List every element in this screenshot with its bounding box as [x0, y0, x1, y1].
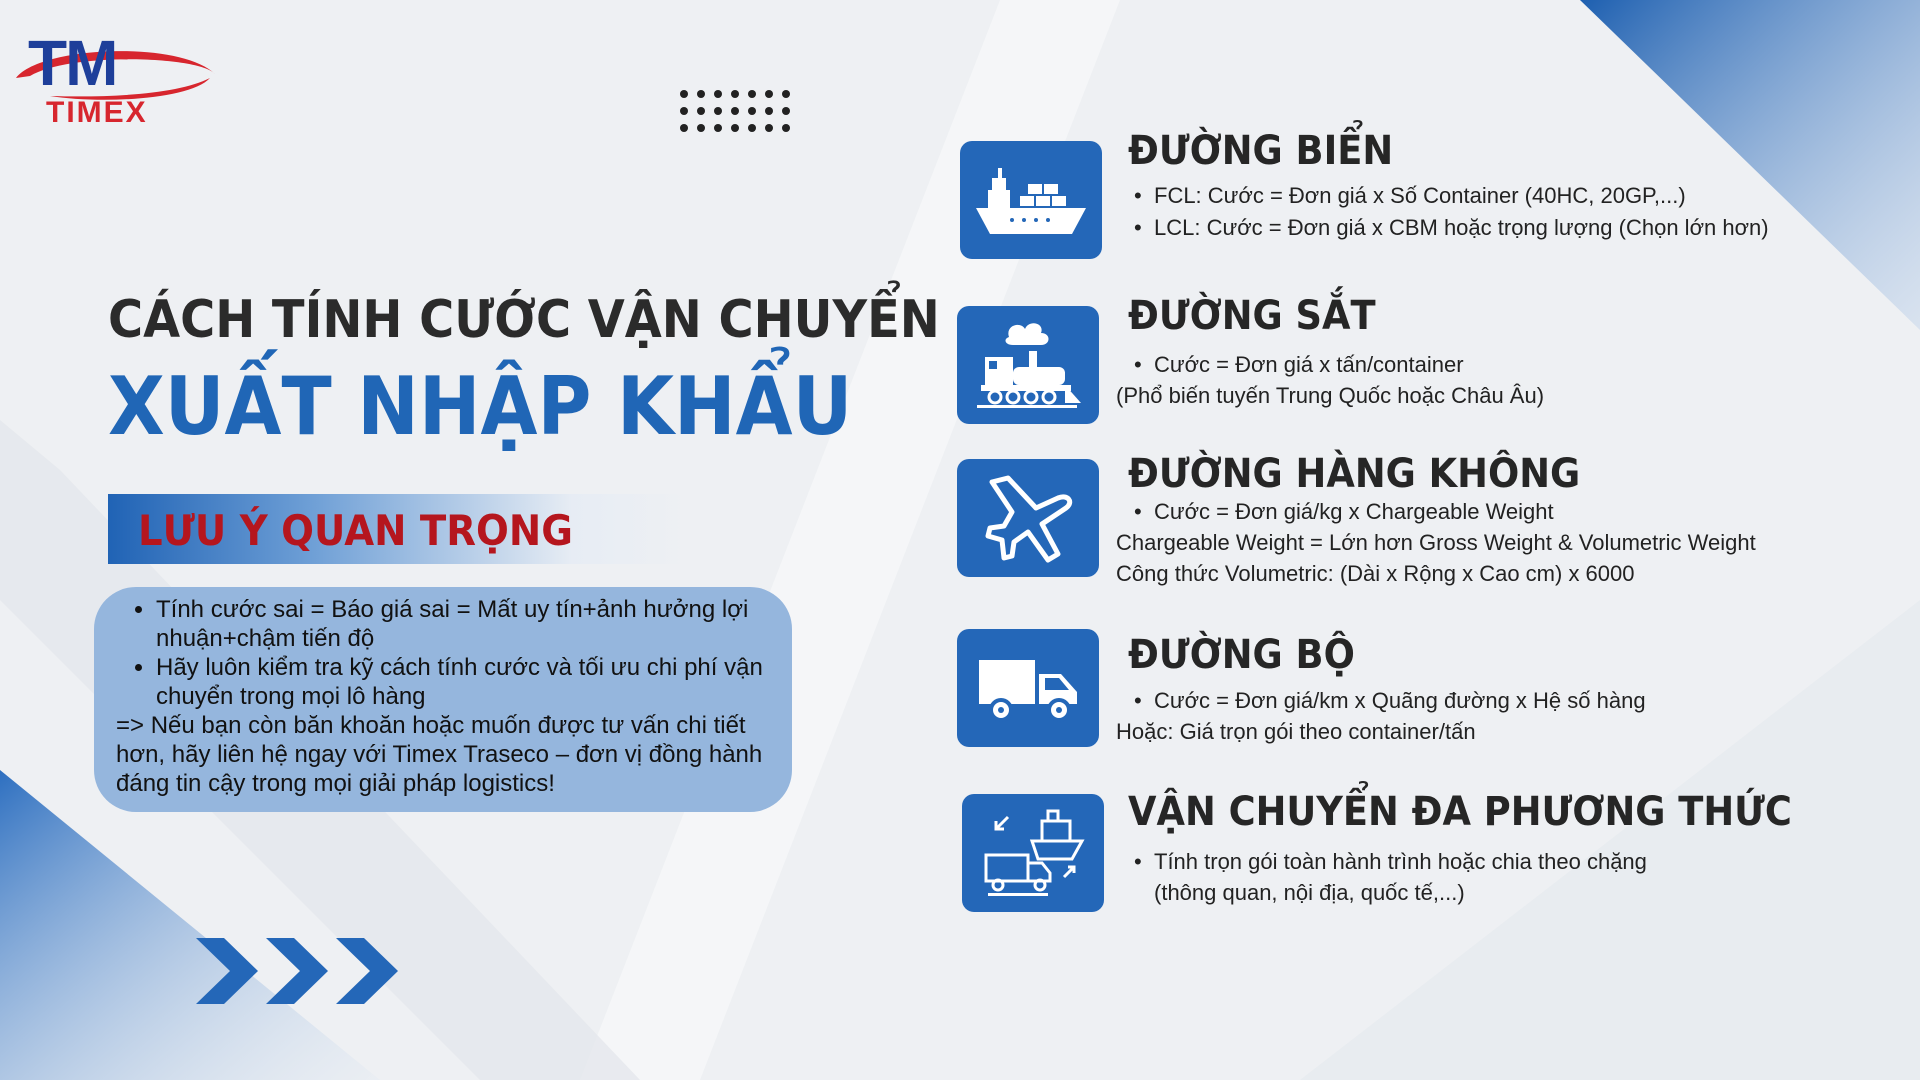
decorative-dot-grid: [680, 90, 793, 135]
notice-closing: => Nếu bạn còn băn khoăn hoặc muốn được tư vấn chi tiết hơn, hãy liên hệ ngay với Timex Traseco – đơn vị đồng hành đáng tin cậy trong mọi giải pháp logistics!: [116, 712, 763, 797]
rail-bullet: • Cước = Đơn giá x tấn/container: [1154, 352, 1464, 378]
air-freight-tile: [957, 459, 1099, 577]
sea-bullet: • FCL: Cước = Đơn giá x Số Container (40HC, 20GP,...): [1154, 183, 1686, 209]
cargo-ship-icon: [972, 160, 1090, 240]
road-freight-tile: [957, 629, 1099, 747]
rail-note: (Phổ biến tuyến Trung Quốc hoặc Châu Âu): [1116, 383, 1545, 408]
notice-bullet: • Hãy luôn kiểm tra kỹ cách tính cước và tối ưu chi phí vận chuyển trong mọi lô hàng: [156, 653, 792, 711]
timex-logo: [10, 28, 230, 128]
road-title: ĐƯỜNG BỘ: [1128, 632, 1355, 678]
multimodal-icon: [978, 803, 1088, 903]
air-title: ĐƯỜNG HÀNG KHÔNG: [1128, 451, 1581, 497]
notice-list: [94, 587, 792, 711]
logo-name: TIMEX: [46, 96, 148, 129]
notice-bullet: • Tính cước sai = Báo giá sai = Mất uy tín+ảnh hưởng lợi nhuận+chậm tiến độ: [156, 595, 792, 653]
chevron-arrows-icon: [196, 938, 406, 1004]
multimodal-title: VẬN CHUYỂN ĐA PHƯƠNG THỨC: [1128, 789, 1792, 835]
sea-freight-tile: [960, 141, 1102, 259]
multimodal-continuation: (thông quan, nội địa, quốc tế,...): [1154, 880, 1465, 905]
air-line: Công thức Volumetric: (Dài x Rộng x Cao cm) x 6000: [1116, 561, 1635, 586]
rail-freight-tile: [957, 306, 1099, 424]
notice-heading: LƯU Ý QUAN TRỌNG: [138, 506, 573, 555]
page-title-line1: CÁCH TÍNH CƯỚC VẬN CHUYỂN: [108, 290, 940, 350]
road-note: Hoặc: Giá trọn gói theo container/tấn: [1116, 719, 1476, 744]
sea-title: ĐƯỜNG BIỂN: [1128, 128, 1394, 174]
multimodal-bullet: • Tính trọn gói toàn hành trình hoặc chia theo chặng: [1154, 849, 1647, 875]
notice-box: [94, 587, 792, 812]
air-bullet: • Cước = Đơn giá/kg x Chargeable Weight: [1154, 499, 1554, 525]
logo-mark: TM: [28, 27, 117, 99]
train-icon: [969, 317, 1087, 413]
airplane-icon: [978, 468, 1078, 568]
page-title-line2: XUẤT NHẬP KHẨU: [108, 360, 853, 453]
sea-bullet: • LCL: Cước = Đơn giá x CBM hoặc trọng lượng (Chọn lớn hơn): [1154, 215, 1769, 241]
truck-icon: [973, 648, 1083, 728]
road-bullet: • Cước = Đơn giá/km x Quãng đường x Hệ số hàng: [1154, 688, 1646, 714]
multimodal-tile: [962, 794, 1104, 912]
notice-banner: [108, 494, 688, 564]
air-line: Chargeable Weight = Lớn hơn Gross Weight & Volumetric Weight: [1116, 530, 1756, 555]
rail-title: ĐƯỜNG SẮT: [1128, 293, 1376, 339]
